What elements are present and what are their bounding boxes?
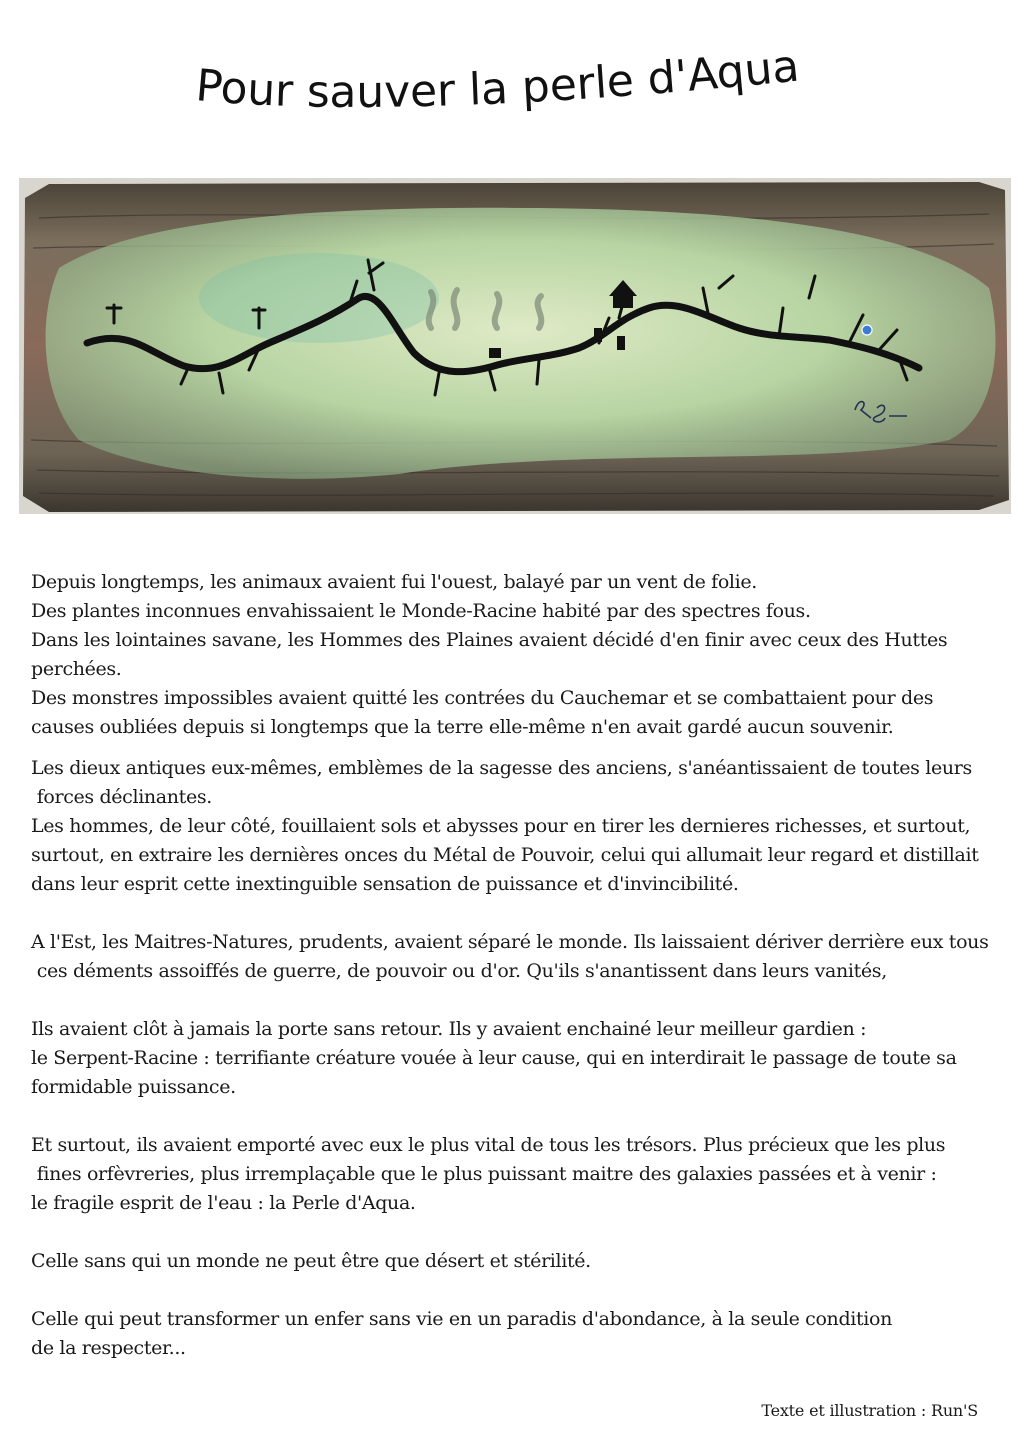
text-line: le fragile esprit de l'eau : la Perle d'Aqua. xyxy=(31,1192,416,1214)
paragraph-7 xyxy=(31,1305,1011,1363)
pearl-icon xyxy=(862,325,872,335)
text-line: ces déments assoiffés de guerre, de pouvoir ou d'or. Qu'ils s'anantissent dans leurs vanités, xyxy=(31,960,887,982)
paragraph-gap xyxy=(31,742,1011,754)
story-text xyxy=(31,568,1011,1363)
author-credit: Texte et illustration : Run'S xyxy=(761,1401,978,1420)
driftwood-illustration-svg xyxy=(19,178,1011,514)
paragraph-2 xyxy=(31,754,1011,899)
text-line: perchées. xyxy=(31,658,122,680)
page-title-text xyxy=(194,41,802,118)
text-line: fines orfèvreries, plus irremplaçable que le plus puissant maitre des galaxies passées et à venir : xyxy=(31,1163,937,1185)
paragraph-gap xyxy=(31,1276,1011,1305)
page-title xyxy=(0,38,1024,138)
text-line: le Serpent-Racine : terrifiante créature vouée à leur cause, qui en interdirait le passage de toute sa xyxy=(31,1047,957,1069)
text-line: Les dieux antiques eux-mêmes, emblèmes de la sagesse des anciens, s'anéantissaient de toutes leurs xyxy=(31,757,972,779)
driftwood-illustration xyxy=(19,178,1011,514)
text-line: Des plantes inconnues envahissaient le Monde-Racine habité par des spectres fous. xyxy=(31,600,811,622)
text-line: Ils avaient clôt à jamais la porte sans retour. Ils y avaient enchainé leur meilleur gardien : xyxy=(31,1018,867,1040)
paragraph-1 xyxy=(31,568,1011,742)
paragraph-gap xyxy=(31,986,1011,1015)
text-line: Les hommes, de leur côté, fouillaient sols et abysses pour en tirer les dernieres richesses, et surtout, xyxy=(31,815,971,837)
text-line: surtout, en extraire les dernières onces du Métal de Pouvoir, celui qui allumait leur regard et distillait xyxy=(31,844,979,866)
text-line: Depuis longtemps, les animaux avaient fui l'ouest, balayé par un vent de folie. xyxy=(31,571,757,593)
text-line: formidable puissance. xyxy=(31,1076,236,1098)
text-line: Celle sans qui un monde ne peut être que désert et stérilité. xyxy=(31,1250,591,1272)
paragraph-gap xyxy=(31,899,1011,928)
paragraph-gap xyxy=(31,1218,1011,1247)
paragraph-3 xyxy=(31,928,1011,986)
text-line: Et surtout, ils avaient emporté avec eux le plus vital de tous les trésors. Plus précieux que les plus xyxy=(31,1134,946,1156)
text-line: causes oubliées depuis si longtemps que la terre elle-même n'en avait gardé aucun souvenir. xyxy=(31,716,894,738)
text-line: forces déclinantes. xyxy=(31,786,212,808)
text-line: A l'Est, les Maitres-Natures, prudents, avaient séparé le monde. Ils laissaient dériver derrière eux tous xyxy=(31,931,989,953)
paragraph-5 xyxy=(31,1131,1011,1218)
teal-wash xyxy=(199,253,439,343)
text-line: Celle qui peut transformer un enfer sans vie en un paradis d'abondance, à la seule condition xyxy=(31,1308,892,1330)
text-line: dans leur esprit cette inextinguible sensation de puissance et d'invincibilité. xyxy=(31,873,739,895)
text-line: Dans les lointaines savane, les Hommes des Plaines avaient décidé d'en finir avec ceux des Huttes xyxy=(31,629,948,651)
paragraph-6 xyxy=(31,1247,1011,1276)
page-title-svg xyxy=(0,38,1024,138)
text-line: de la respecter... xyxy=(31,1337,186,1359)
paragraph-4 xyxy=(31,1015,1011,1102)
text-line: Des monstres impossibles avaient quitté les contrées du Cauchemar et se combattaient pour des xyxy=(31,687,934,709)
paragraph-gap xyxy=(31,1102,1011,1131)
page-title-path: Pour sauver la perle d'Aqua xyxy=(193,40,802,118)
